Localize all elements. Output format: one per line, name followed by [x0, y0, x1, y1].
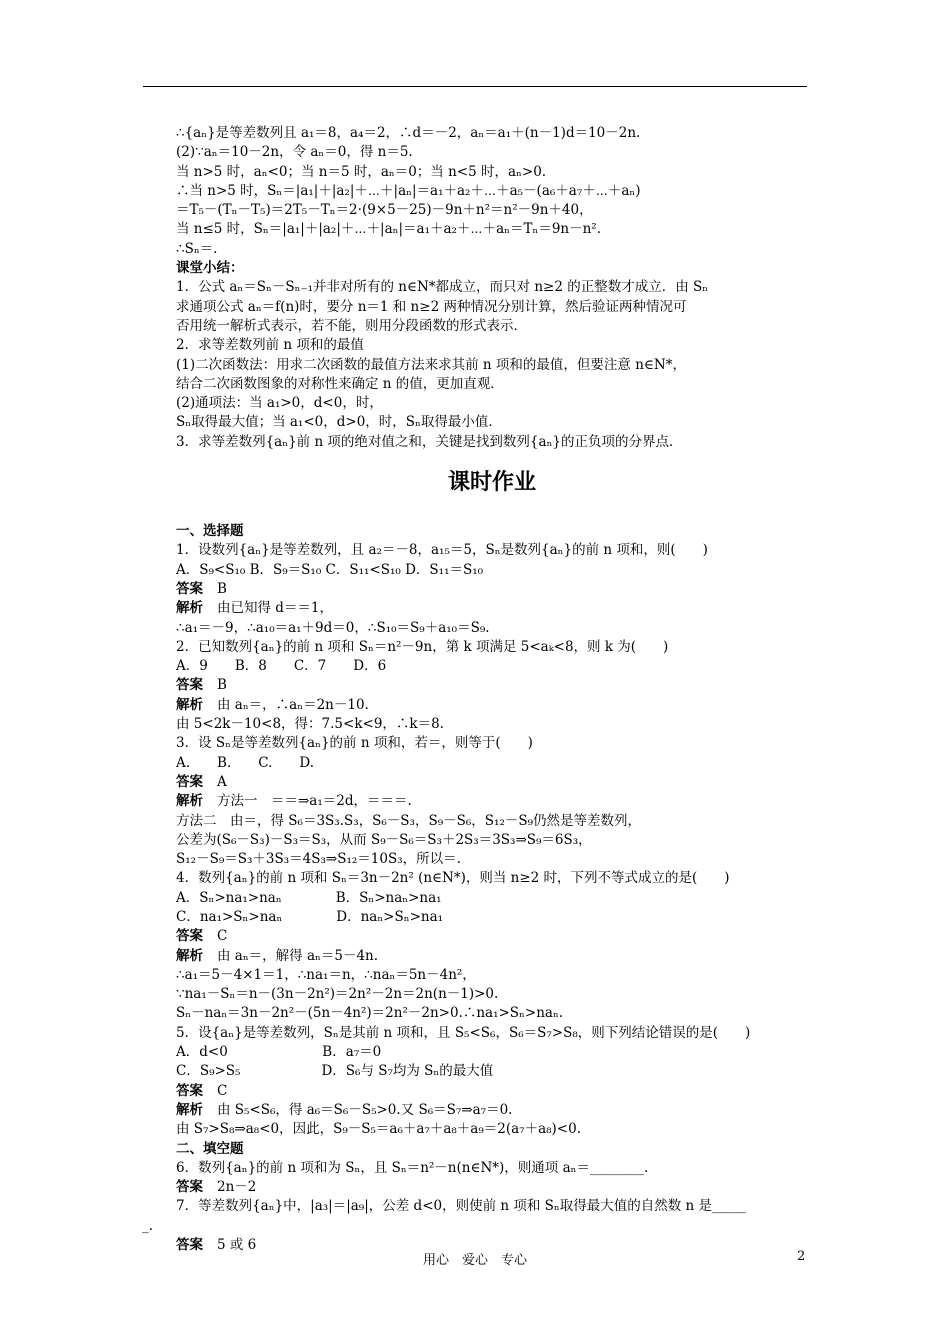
answer-value: C [217, 1082, 228, 1099]
explanation-text: 由 aₙ＝，∴aₙ＝2n－10. [217, 696, 369, 713]
page-content [142, 124, 808, 1255]
solution-line: 当 n>5 时，aₙ<0；当 n＝5 时，aₙ＝0；当 n<5 时，aₙ>0. [176, 163, 547, 180]
summary-line: 3．求等差数列{aₙ}前 n 项的绝对值之和，关键是找到数列{aₙ}的正负项的分界点． [176, 433, 683, 450]
footer-motto: 用心 爱心 专心 [422, 1253, 527, 1268]
answer-label: 答案 [176, 677, 203, 694]
explanation-line: 由 S₇>S₈⇒a₈<0，因此，S₉－S₅＝a₆＋a₇＋a₈＋a₉＝2(a₇＋a₈)<0. [176, 1121, 581, 1138]
explanation-line: 公差为(S₆－S₃)－S₃＝S₃，从而 S₉－S₆＝S₃＋2S₃＝3S₃⇒S₉＝6S₃， [176, 831, 592, 848]
page-title: 课时作业 [447, 470, 536, 496]
answer-value: A [217, 773, 227, 790]
explanation-line: ∵na₁－Sₙ＝n－(3n－2n²)＝2n²－2n＝2n(n－1)>0. [176, 986, 499, 1003]
solution-line: ∴Sₙ＝. [176, 240, 218, 257]
answer-line [176, 1178, 808, 1197]
answer-label: 答案 [176, 1082, 203, 1099]
explanation-label: 解析 [176, 793, 203, 810]
explanation-line [176, 1101, 808, 1120]
summary-line: (2)通项法：当 a₁>0，d<0，时， [176, 395, 383, 412]
question-options: C．S₉>S₅ D．S₆与 S₇均为 Sₙ的最大值 [176, 1063, 494, 1080]
explanation-line: 方法二 由＝，得 S₆＝3S₃.S₃，S₆－S₃，S₉－S₆，S₁₂－S₉仍然是等差数列， [176, 812, 642, 829]
solution-line: ＝T₅－(Tₙ－T₅)＝2T₅－Tₙ＝2·(9×5－25)－9n＋n²＝n²－9n＋40， [176, 202, 593, 219]
explanation-line [176, 696, 808, 715]
explanation-line [176, 792, 808, 811]
question-options: C．na₁>Sₙ>naₙ D．naₙ>Sₙ>na₁ [176, 908, 444, 925]
explanation-line: Sₙ－naₙ＝3n－2n²－(5n－4n²)＝2n²－2n>0.∴na₁>Sₙ>naₙ. [176, 1005, 564, 1022]
explanation-text: 由 S₅<S₆，得 a₆＝S₆－S₅>0.又 S₆＝S₇⇒a₇＝0. [217, 1101, 513, 1118]
answer-value: 5 或 6 [217, 1237, 257, 1254]
summary-line: Sₙ取得最大值；当 a₁<0，d>0，时，Sₙ取得最小值． [176, 414, 502, 431]
explanation-line: S₁₂－S₉＝S₃＋3S₃＝4S₃⇒S₁₂＝10S₃，所以＝. [176, 851, 461, 868]
summary-heading: 课堂小结： [176, 260, 244, 277]
explanation-line [176, 947, 808, 966]
answer-line [176, 927, 808, 946]
question-options: A．d<0 B．a₇＝0 [176, 1044, 382, 1061]
question-text-continued: _. [142, 1217, 154, 1234]
answer-label: 答案 [176, 773, 203, 790]
explanation-text: 由已知得 d＝＝1， [217, 600, 334, 617]
answer-label: 答案 [176, 928, 203, 945]
page-number: 2 [797, 1249, 806, 1264]
solution-line: ∴{aₙ}是等差数列且 a₁＝8，a₄＝2，∴d＝－2，aₙ＝a₁＋(n－1)d＝10－2n. [176, 125, 641, 141]
solution-line: ∴当 n>5 时，Sₙ＝|a₁|＋|a₂|＋⋯＋|aₙ|＝a₁＋a₂＋⋯＋a₅－(a₆＋a₇＋⋯＋aₙ) [176, 182, 641, 199]
answer-line [176, 580, 808, 599]
answer-value: B [217, 677, 227, 694]
answer-value: C [217, 928, 228, 945]
question-text: 7．等差数列{aₙ}中，|a₃|＝|a₉|，公差 d<0，则使前 n 项和 Sₙ取得最大值的自然数 n 是_____ [176, 1198, 746, 1215]
summary-line: 否用统一解析式表示，若不能，则用分段函数的形式表示． [176, 317, 527, 334]
question-options: A．S₉<S₁₀ B．S₉＝S₁₀ C．S₁₁<S₁₀ D．S₁₁＝S₁₀ [176, 561, 484, 578]
answer-label: 答案 [176, 580, 203, 597]
answer-label: 答案 [176, 1179, 203, 1196]
section-heading: 一、选择题 [176, 523, 244, 540]
question-text: 6．数列{aₙ}的前 n 项和为 Sₙ，且 Sₙ＝n²－n(n∈N*)，则通项 aₙ＝________. [176, 1159, 649, 1176]
answer-line [176, 773, 808, 792]
explanation-text: 由 aₙ＝，解得 aₙ＝5－4n. [217, 947, 379, 964]
solution-line: 当 n≤5 时，Sₙ＝|a₁|＋|a₂|＋⋯＋|aₙ|＝a₁＋a₂＋⋯＋aₙ＝Tₙ＝9n－n². [176, 221, 602, 238]
explanation-label: 解析 [176, 600, 203, 617]
question-text: 1．设数列{aₙ}是等差数列，且 a₂＝－8，a₁₅＝5，Sₙ是数列{aₙ}的前 n 项和，则( ) [176, 542, 708, 559]
answer-line [176, 1082, 808, 1101]
summary-line: (1)二次函数法：用求二次函数的最值方法来求其前 n 项和的最值，但要注意 n∈N*， [176, 356, 686, 373]
header-rule [143, 86, 807, 87]
explanation-label: 解析 [176, 1101, 203, 1118]
explanation-line: 由 5<2k－10<8，得：7.5<k<9，∴k＝8. [176, 716, 444, 733]
explanation-line [176, 599, 808, 618]
question-options: A．9 B．8 C．7 D．6 [176, 658, 387, 675]
explanation-line: ∴a₁＝－9，∴a₁₀＝a₁＋9d＝0，∴S₁₀＝S₉＋a₁₀＝S₉. [176, 619, 490, 636]
explanation-text: 方法一 ＝＝⇒a₁＝2d，＝＝＝. [217, 793, 412, 810]
answer-line [176, 676, 808, 695]
summary-line: 求通项公式 aₙ＝f(n)时，要分 n＝1 和 n≥2 两种情况分别计算，然后验证两种情况可 [176, 298, 687, 315]
question-options: A．Sₙ>na₁>naₙ B．Sₙ>naₙ>na₁ [176, 889, 442, 906]
section-heading: 二、填空题 [176, 1140, 244, 1157]
answer-value: 2n－2 [217, 1179, 257, 1196]
question-options: A. B. C. D. [176, 754, 315, 771]
explanation-line: ∴a₁＝5－4×1＝1，∴na₁＝n，∴naₙ＝5n－4n²， [176, 966, 476, 983]
explanation-label: 解析 [176, 696, 203, 713]
answer-label: 答案 [176, 1237, 203, 1254]
question-text: 2．已知数列{aₙ}的前 n 项和 Sₙ＝n²－9n，第 k 项满足 5<aₖ<8，则 k 为( ) [176, 638, 669, 655]
answer-value: B [217, 580, 227, 597]
summary-line: 2．求等差数列前 n 项和的最值 [176, 337, 364, 354]
summary-line: 结合二次函数图象的对称性来确定 n 的值，更加直观． [176, 375, 504, 392]
question-text: 3．设 Sₙ是等差数列{aₙ}的前 n 项和，若＝，则等于( ) [176, 735, 533, 752]
question-text: 4．数列{aₙ}的前 n 项和 Sₙ＝3n－2n² (n∈N*)，则当 n≥2 时，下列不等式成立的是( ) [176, 870, 730, 887]
explanation-label: 解析 [176, 947, 203, 964]
question-text: 5．设{aₙ}是等差数列，Sₙ是其前 n 项和，且 S₅<S₆，S₆＝S₇>S₈，则下列结论错误的是( ) [176, 1024, 751, 1041]
solution-line: (2)∵aₙ＝10－2n，令 aₙ＝0，得 n＝5. [176, 144, 413, 161]
summary-line: 1．公式 aₙ＝Sₙ－Sₙ₋₁并非对所有的 n∈N*都成立，而只对 n≥2 的正整数才成立．由 Sₙ [176, 279, 709, 296]
